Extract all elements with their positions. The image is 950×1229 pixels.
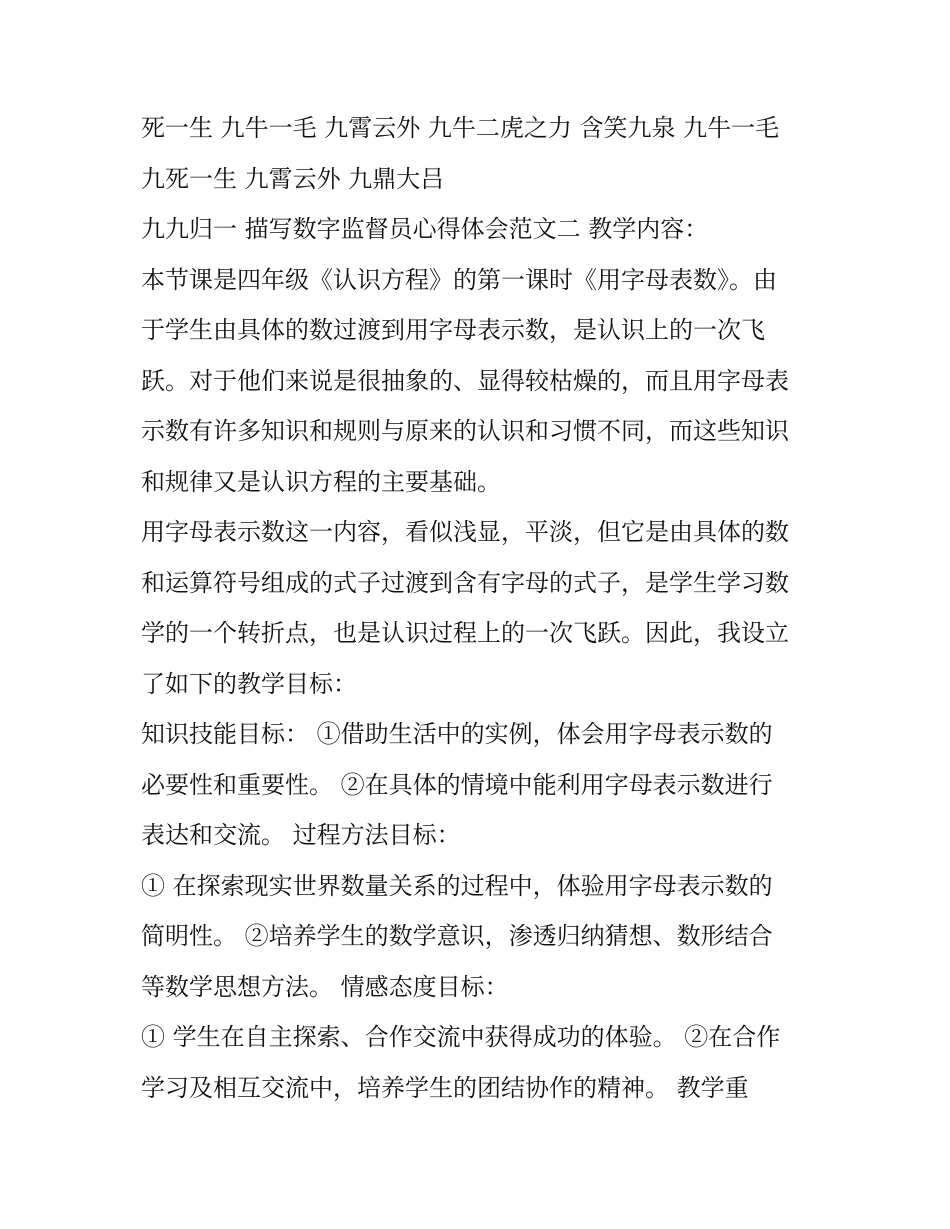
text-line: 必要性和重要性。 ②在具体的情境中能利用字母表示数进行 — [141, 770, 773, 799]
text-line: 和规律又是认识方程的主要基础。 — [141, 467, 501, 496]
document-body — [141, 103, 821, 1113]
text-line: 示数有许多知识和规则与原来的认识和习惯不同，而这些知识 — [141, 417, 789, 445]
text-line: 九九归一 描写数字监督员心得体会范文二 教学内容： — [141, 215, 709, 243]
text-line: 于学生由具体的数过渡到用字母表示数，是认识上的一次飞 — [141, 316, 765, 344]
text-line: ① 学生在自主探索、合作交流中获得成功的体验。 ②在合作 — [141, 1023, 781, 1051]
text-line: 了如下的教学目标： — [141, 669, 357, 698]
text-line: 九死一生 九霄云外 九鼎大吕 — [141, 164, 445, 193]
text-line: 等数学思想方法。 情感态度目标： — [141, 972, 509, 1001]
text-line: 跃。对于他们来说是很抽象的、显得较枯燥的，而且用字母表 — [141, 366, 789, 395]
text-line: 和运算符号组成的式子过渡到含有字母的式子，是学生学习数 — [141, 568, 789, 597]
text-line: 死一生 九牛一毛 九霄云外 九牛二虎之力 含笑九泉 九牛一毛 — [141, 114, 780, 142]
text-line: 简明性。 ②培养学生的数学意识，渗透归纳猜想、数形结合 — [141, 922, 773, 950]
text-line: 学习及相互交流中，培养学生的团结协作的精神。 教学重 — [141, 1073, 749, 1102]
text-line: 表达和交流。 过程方法目标： — [141, 821, 461, 849]
text-line: 用字母表示数这一内容，看似浅显，平淡，但它是由具体的数 — [141, 518, 789, 546]
text-line: 知识技能目标： ①借助生活中的实例，体会用字母表示数的 — [141, 720, 773, 748]
text-line: 本节课是四年级《认识方程》的第一课时《用字母表数》。由 — [141, 265, 777, 294]
text-line: 学的一个转折点，也是认识过程上的一次飞跃。因此，我设立 — [141, 619, 789, 647]
text-line: ① 在探索现实世界数量关系的过程中，体验用字母表示数的 — [141, 871, 773, 900]
